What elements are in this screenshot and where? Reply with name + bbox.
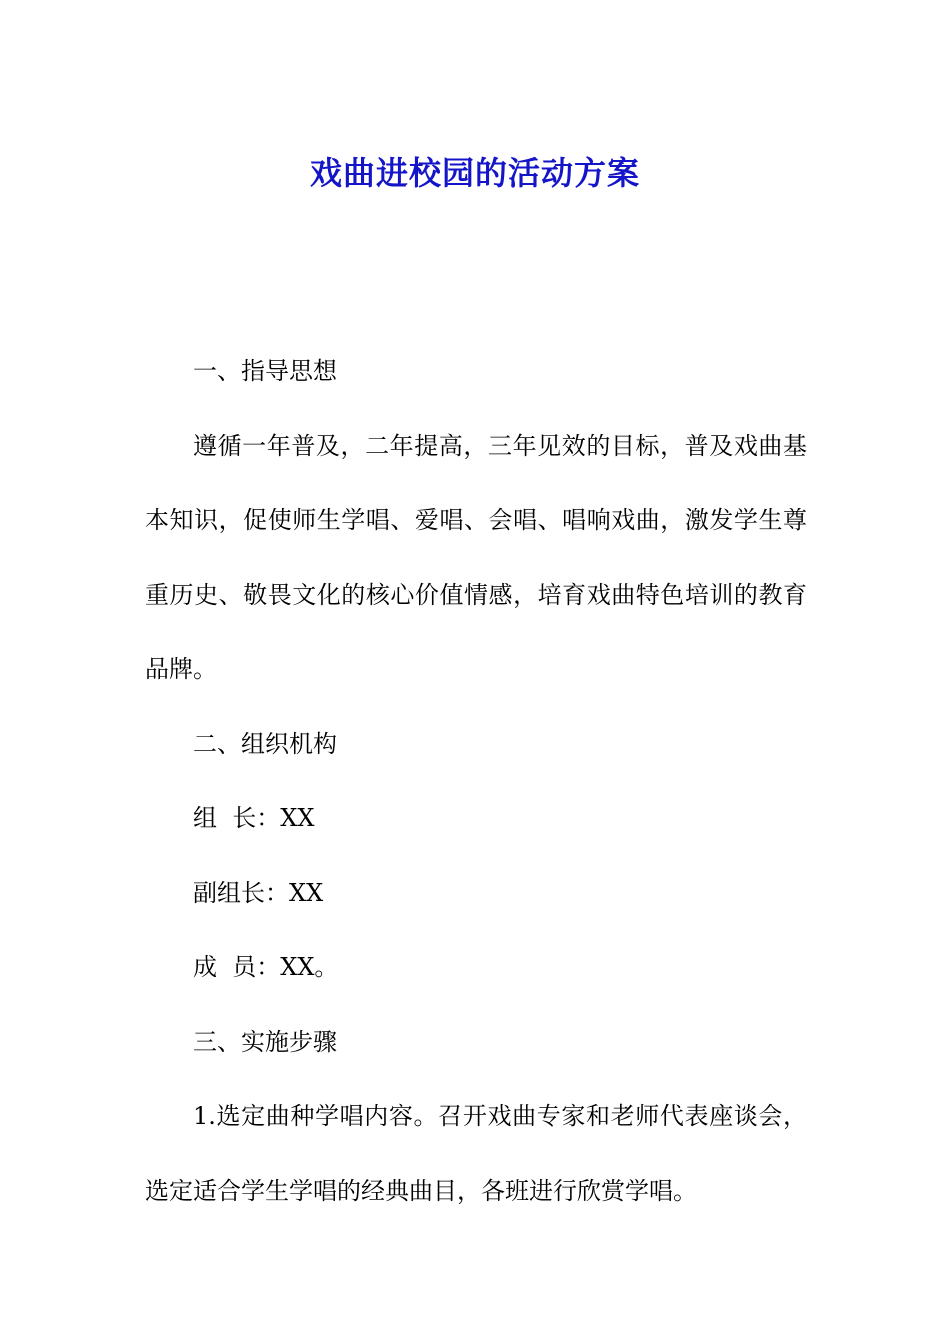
- paragraph-guiding-ideology: 遵循一年普及，二年提高，三年见效的目标，普及戏曲基本知识，促使师生学唱、爱唱、会唱、唱响戏曲，激发学生尊重历史、敬畏文化的核心价值情感，培育戏曲特色培训的教育品牌。: [145, 431, 807, 683]
- document-body: [145, 334, 807, 1228]
- org-members-line: 成 员：XX。: [193, 953, 339, 981]
- section-heading-guiding-ideology: 一、指导思想: [193, 357, 337, 385]
- org-leader-line: 组 长：XX: [193, 804, 315, 832]
- section-heading-implementation-steps: 三、实施步骤: [193, 1027, 337, 1056]
- section-heading-organization: 二、组织机构: [193, 729, 337, 758]
- org-deputy-leader-line: 副组长：XX: [193, 878, 324, 907]
- paragraph-step-1: 1.选定曲种学唱内容。召开戏曲专家和老师代表座谈会，选定适合学生学唱的经典曲目，各班进行欣赏学唱。: [145, 1102, 807, 1205]
- document-title: 戏曲进校园的活动方案: [309, 154, 640, 193]
